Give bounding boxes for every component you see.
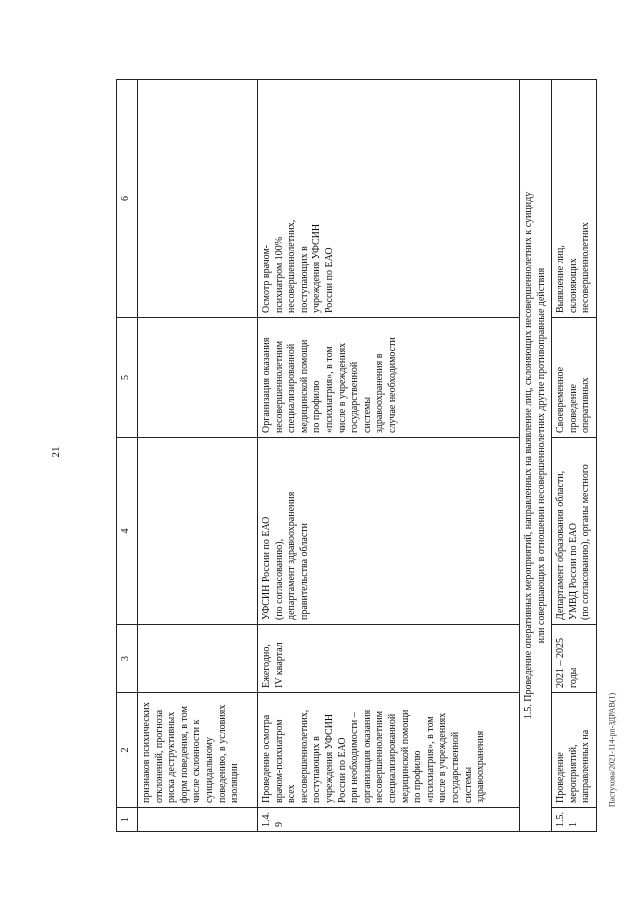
table-row-1-5-1 (552, 80, 597, 832)
page-number: 21 (50, 446, 62, 458)
header-col-4: 4 (117, 438, 138, 625)
cell-mechanism: Своевременное проведение оперативных (552, 318, 597, 438)
rotated-table-container (116, 80, 592, 832)
cell-result: Осмотр врачом- психиатром 100% несовершеннолетних, поступающих в учреждения УФСИН России по ЕАО (258, 80, 520, 318)
table-header-row (117, 80, 138, 832)
cell-num: 1.4.9 (258, 808, 520, 832)
cell-result: Выявление лиц, склоняющих несовершеннолетних (552, 80, 597, 318)
header-col-6: 6 (117, 80, 138, 318)
cell-activity: Проведение мероприятий, направленных на (552, 693, 597, 808)
cell-num: 1.5.1 (552, 808, 597, 832)
header-col-1: 1 (117, 808, 138, 832)
cell-deadline: 2021 – 2025 годы (552, 625, 597, 693)
cell-executors: УФСИН России по ЕАО (по согласованию), департамент здравоохранения правительства области (258, 438, 520, 625)
section-heading-row (520, 80, 552, 832)
cell-mechanism (138, 318, 258, 438)
cell-executors: Департамент образования области, УМВД России по ЕАО (по согласованию), органы местного (552, 438, 597, 625)
cell-mechanism: Организация оказания несовершеннолетним специализированной медицинской помощи по профилю «психиатрия», в том числе в учреждениях государственной системы здравоохранения в случае необходимости (258, 318, 520, 438)
table-row-1-4-9 (258, 80, 520, 832)
cell-result (138, 80, 258, 318)
cell-deadline: Ежегодно, IV квартал (258, 625, 520, 693)
measures-table (116, 79, 597, 832)
cell-deadline (138, 625, 258, 693)
header-col-5: 5 (117, 318, 138, 438)
cell-num (138, 808, 258, 832)
cell-executors (138, 438, 258, 625)
cell-activity: Проведение осмотра врачом-психиатром всех несовершеннолетних, поступающих в учреждения УФСИН России по ЕАО при необходимости – организация оказания несовершеннолетним специализированной медицинской помощи по профилю «психиатрия», в том числе в учреждениях государственной системы здравоохранения (258, 693, 520, 808)
header-col-2: 2 (117, 693, 138, 808)
cell-activity: признаков психических отклонений, прогноза риска деструктивных форм поведения, в том числе склонности к суицидальному поведению, в условиях изоляции (138, 693, 258, 808)
header-col-3: 3 (117, 625, 138, 693)
section-1-5-title: 1.5. Проведение оперативных мероприятий, направленных на выявление лиц, склоняющих несовершеннолетних к суициду или совершающих в отношении несовершеннолетних другие противоправные действия (520, 80, 552, 832)
table-row-continued (138, 80, 258, 832)
footer-document-code: Пастухова/2021-114-рп-ЗДРАВ(1) (607, 692, 617, 808)
